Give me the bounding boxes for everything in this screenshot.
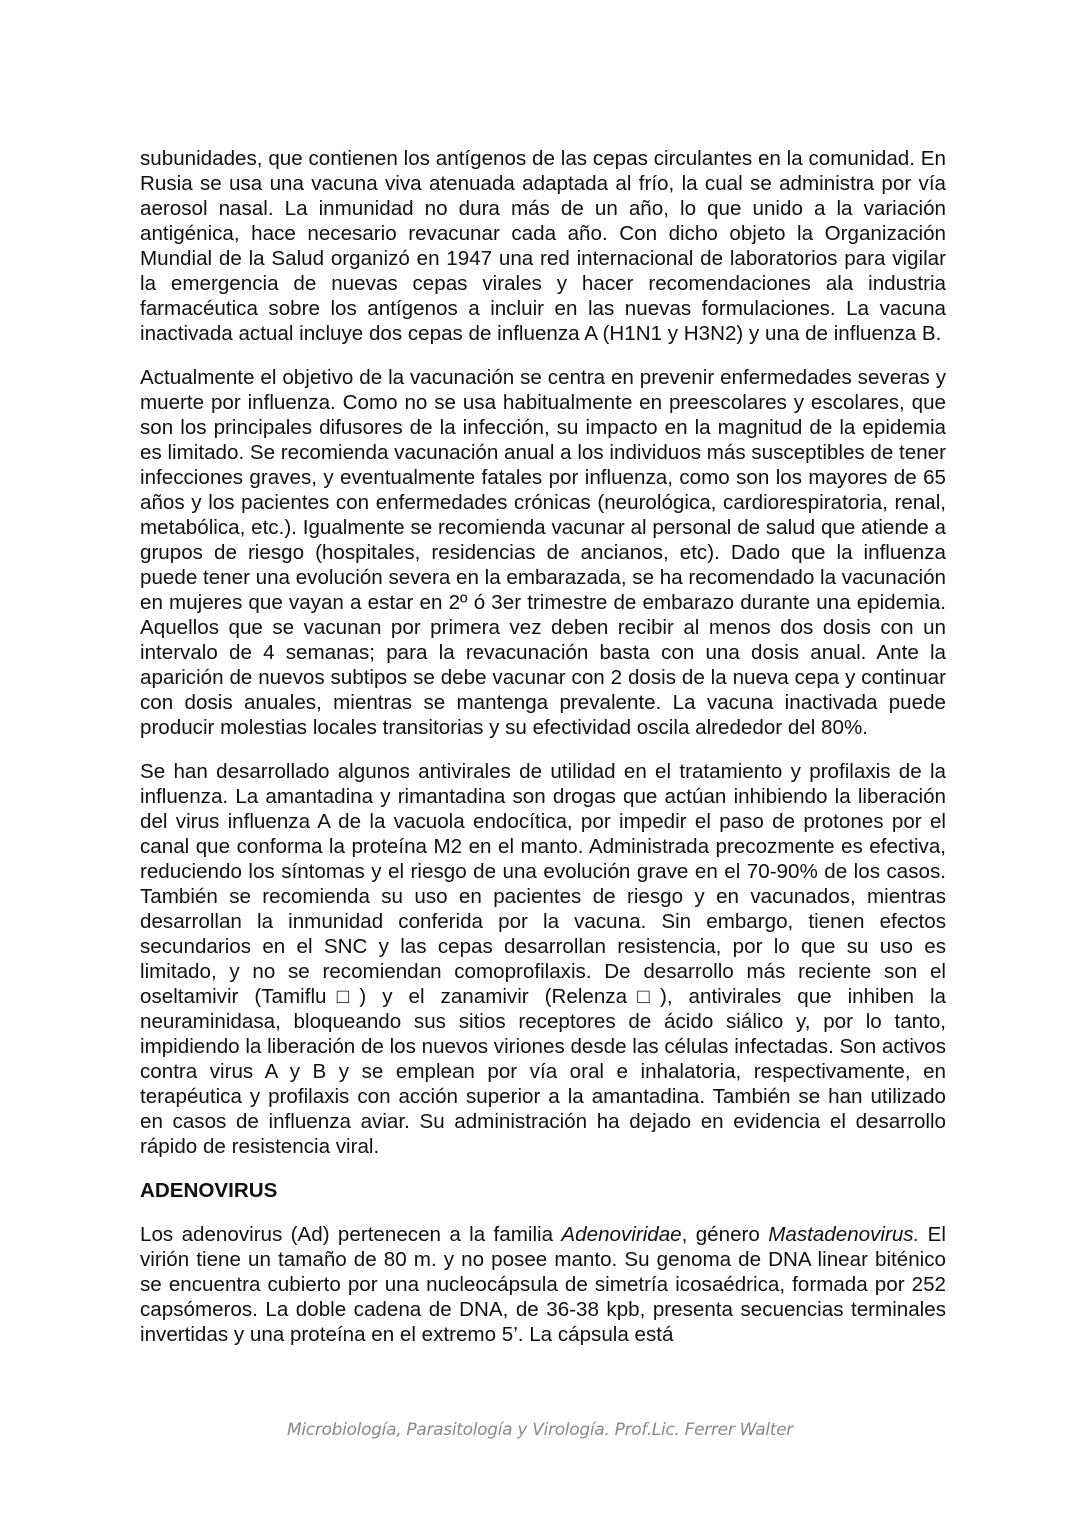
document-body — [140, 146, 946, 1366]
adenovirus-text-rest: El virión tiene un tamaño de 80 m. y no posee manto. Su genoma de DNA linear biténico se encuentra cubierto por una nucleocápsula de simetría icosaédrica, formada por 252 capsómeros. La doble cadena de DNA, de 36-38 kpb, presenta secuencias terminales invertidas y una proteína en el extremo 5’. La cápsula está — [140, 1223, 946, 1346]
paragraph-antivirals: Se han desarrollado algunos antivirales de utilidad en el tratamiento y profilaxis de la influenza. La amantadina y rimantadina son drogas que actúan inhibiendo la liberación del virus influenza A de la vacuola endocítica, por impedir el paso de protones por el canal que conforma la proteína M2 en el manto. Administrada precozmente es efectiva, reduciendo los síntomas y el riesgo de una evolución grave en el 70-90% de los casos. También se recomienda su uso en pacientes de riesgo y en vacunados, mientras desarrollan la inmunidad conferida por la vacuna. Sin embargo, tienen efectos secundarios en el SNC y las cepas desarrollan resistencia, por lo que su uso es limitado, y no se recomiendan comoprofilaxis. De desarrollo más reciente son el oseltamivir (Tamiflu□) y el zanamivir (Relenza□), antivirales que inhiben la neuraminidasa, bloqueando sus sitios receptores de ácido siálico y, por lo tanto, impidiendo la liberación de los nuevos viriones desde las células infectadas. Son activos contra virus A y B y se emplean por vía oral e inhalatoria, respectivamente, en terapéutica y profilaxis con acción superior a la amantadina. También se han utilizado en casos de influenza aviar. Su administración ha dejado en evidencia el desarrollo rápido de resistencia viral. — [140, 760, 946, 1158]
adenovirus-text-start: Los adenovirus (Ad) pertenecen a la familia — [140, 1223, 562, 1246]
adenovirus-text-mid: , género — [681, 1223, 769, 1246]
paragraph-vaccine-formulation: subunidades, que contienen los antígenos de las cepas circulantes en la comunidad. En Rusia se usa una vacuna viva atenuada adaptada al frío, la cual se administra por vía aerosol nasal. La inmunidad no dura más de un año, lo que unido a la variación antigénica, hace necesario revacunar cada año. Con dicho objeto la Organización Mundial de la Salud organizó en 1947 una red internacional de laboratorios para vigilar la emergencia de nuevas cepas virales y hacer recomendaciones ala industria farmacéutica sobre los antígenos a incluir en las nuevas formulaciones. La vacuna inactivada actual incluye dos cepas de influenza A (H1N1 y H3N2) y una de influenza B. — [140, 147, 946, 345]
page-footer: Microbiología, Parasitología y Virología. Prof.Lic. Ferrer Walter — [287, 1420, 793, 1440]
genus-name: Mastadenovirus. — [768, 1223, 920, 1246]
section-heading-adenovirus: ADENOVIRUS — [140, 1179, 278, 1202]
paragraph-adenovirus-intro — [140, 1222, 946, 1347]
family-name: Adenoviridae — [561, 1223, 682, 1246]
paragraph-vaccination-objective: Actualmente el objetivo de la vacunación se centra en prevenir enfermedades severas y muerte por influenza. Como no se usa habitualmente en preescolares y escolares, que son los principales difusores de la infección, su impacto en la magnitud de la epidemia es limitado. Se recomienda vacunación anual a los individuos más susceptibles de tener infecciones graves, y eventualmente fatales por influenza, como son los mayores de 65 años y los pacientes con enfermedades crónicas (neurológica, cardiorespiratoria, renal, metabólica, etc.). Igualmente se recomienda vacunar al personal de salud que atiende a grupos de riesgo (hospitales, residencias de ancianos, etc). Dado que la influenza puede tener una evolución severa en la embarazada, se ha recomendado la vacunación en mujeres que vayan a estar en 2º ó 3er trimestre de embarazo durante una epidemia. Aquellos que se vacunan por primera vez deben recibir al menos dos dosis con un intervalo de 4 semanas; para la revacunación basta con una dosis anual. Ante la aparición de nuevos subtipos se debe vacunar con 2 dosis de la nueva cepa y continuar con dosis anuales, mientras se mantenga prevalente. La vacuna inactivada puede producir molestias locales transitorias y su efectividad oscila alrededor del 80%. — [140, 366, 946, 739]
